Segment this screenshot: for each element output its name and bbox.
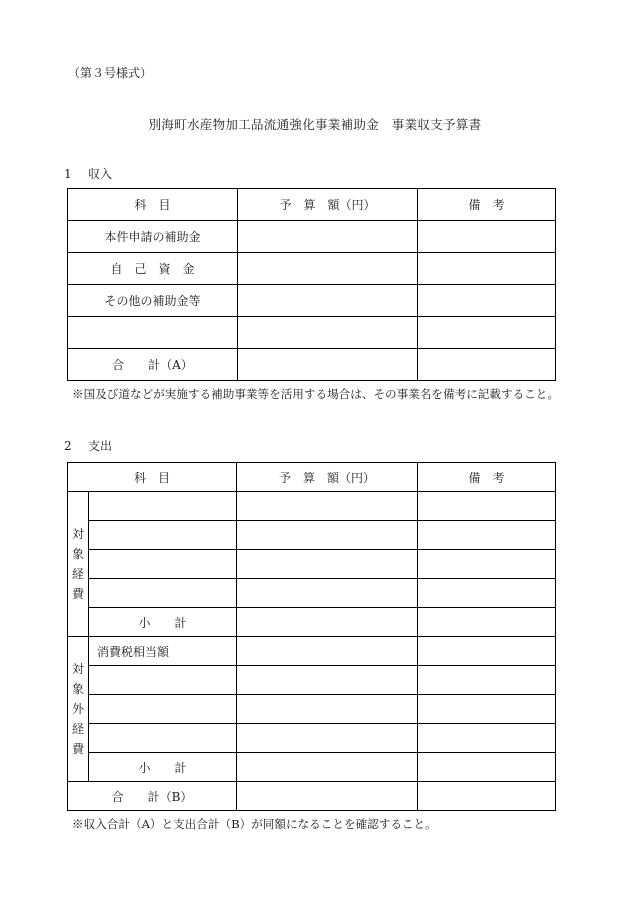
non-target-subtotal-amount-cell[interactable]	[237, 753, 418, 782]
target-remarks-cell[interactable]	[418, 579, 556, 608]
target-subtotal-remarks-cell[interactable]	[418, 608, 556, 637]
target-item-cell[interactable]	[89, 550, 237, 579]
expense-total-amount-cell[interactable]	[237, 782, 418, 811]
expense-section-heading	[64, 437, 112, 454]
target-label-char: 対	[71, 527, 84, 541]
non-target-remarks-cell[interactable]	[418, 637, 556, 666]
expense-table	[67, 462, 556, 811]
target-item-cell[interactable]	[89, 521, 237, 550]
non-target-label-char: 対	[71, 662, 84, 676]
target-amount-cell[interactable]	[237, 550, 418, 579]
expense-header-row	[68, 463, 556, 492]
income-section-label: 収入	[88, 167, 113, 181]
income-row-label[interactable]	[68, 317, 238, 349]
non-target-item-cell[interactable]	[89, 695, 237, 724]
expense-total-label: 合 計（B）	[68, 782, 237, 811]
target-amount-cell[interactable]	[237, 492, 418, 521]
income-header-item: 科 目	[68, 189, 238, 221]
target-label-char: 費	[71, 587, 84, 601]
expense-section-label: 支出	[88, 439, 113, 453]
non-target-subtotal-label: 小 計	[89, 753, 237, 782]
income-remarks-cell[interactable]	[418, 317, 556, 349]
non-target-label-char: 経	[71, 722, 84, 736]
non-target-amount-cell[interactable]	[237, 637, 418, 666]
income-row	[68, 221, 556, 253]
income-remarks-cell[interactable]	[418, 221, 556, 253]
income-row-label: 自 己 資 金	[68, 253, 238, 285]
non-target-expense-row	[68, 637, 556, 666]
target-expense-group-label	[68, 492, 89, 637]
target-item-cell[interactable]	[89, 492, 237, 521]
target-subtotal-row	[68, 608, 556, 637]
income-row-label: 本件申請の補助金	[68, 221, 238, 253]
target-expense-row	[68, 550, 556, 579]
non-target-amount-cell[interactable]	[237, 724, 418, 753]
non-target-amount-cell[interactable]	[237, 666, 418, 695]
target-expense-row	[68, 492, 556, 521]
target-label-char: 経	[71, 567, 84, 581]
expense-total-remarks-cell[interactable]	[418, 782, 556, 811]
target-label-char: 象	[71, 547, 84, 561]
income-section-number: 1	[64, 167, 72, 181]
target-amount-cell[interactable]	[237, 521, 418, 550]
income-total-label: 合 計（A）	[68, 349, 238, 381]
expense-header-item: 科 目	[68, 463, 237, 492]
expense-total-row	[68, 782, 556, 811]
target-remarks-cell[interactable]	[418, 550, 556, 579]
non-target-remarks-cell[interactable]	[418, 666, 556, 695]
income-row	[68, 253, 556, 285]
income-row-label: その他の補助金等	[68, 285, 238, 317]
income-remarks-cell[interactable]	[418, 253, 556, 285]
target-item-cell[interactable]	[89, 579, 237, 608]
non-target-item-cell[interactable]	[89, 724, 237, 753]
non-target-remarks-cell[interactable]	[418, 695, 556, 724]
income-remarks-cell[interactable]	[418, 285, 556, 317]
non-target-expense-row	[68, 724, 556, 753]
income-header-remarks: 備 考	[418, 189, 556, 221]
target-remarks-cell[interactable]	[418, 492, 556, 521]
income-row	[68, 285, 556, 317]
non-target-label-char: 象	[71, 682, 84, 696]
non-target-subtotal-row	[68, 753, 556, 782]
non-target-expense-row	[68, 666, 556, 695]
income-total-remarks-cell[interactable]	[418, 349, 556, 381]
non-target-item-cell[interactable]	[89, 666, 237, 695]
target-subtotal-amount-cell[interactable]	[237, 608, 418, 637]
non-target-label-char: 費	[71, 742, 84, 756]
income-table	[67, 188, 556, 381]
income-header-row	[68, 189, 556, 221]
target-remarks-cell[interactable]	[418, 521, 556, 550]
form-number: （第３号様式）	[68, 66, 153, 80]
non-target-label-char: 外	[71, 702, 84, 716]
income-amount-cell[interactable]	[238, 253, 418, 285]
non-target-subtotal-remarks-cell[interactable]	[418, 753, 556, 782]
income-amount-cell[interactable]	[238, 285, 418, 317]
income-row	[68, 317, 556, 349]
income-total-row	[68, 349, 556, 381]
target-amount-cell[interactable]	[237, 579, 418, 608]
income-header-amount: 予 算 額（円）	[238, 189, 418, 221]
target-expense-row	[68, 579, 556, 608]
consumption-tax-item: 消費税相当額	[89, 637, 237, 666]
document-title: 別海町水産物加工品流通強化事業補助金 事業収支予算書	[148, 117, 482, 132]
income-section-heading	[64, 165, 112, 182]
income-amount-cell[interactable]	[238, 221, 418, 253]
target-expense-row	[68, 521, 556, 550]
income-amount-cell[interactable]	[238, 317, 418, 349]
non-target-amount-cell[interactable]	[237, 695, 418, 724]
income-note: ※国及び道などが実施する補助事業等を活用する場合は、その事業名を備考に記載すること。	[72, 387, 559, 401]
non-target-expense-group-label	[68, 637, 89, 782]
expense-note: ※収入合計（A）と支出合計（B）が同額になることを確認すること。	[72, 817, 437, 831]
expense-header-remarks: 備 考	[418, 463, 556, 492]
target-subtotal-label: 小 計	[89, 608, 237, 637]
non-target-expense-row	[68, 695, 556, 724]
income-total-amount-cell[interactable]	[238, 349, 418, 381]
non-target-remarks-cell[interactable]	[418, 724, 556, 753]
expense-section-number: 2	[64, 439, 72, 453]
expense-header-amount: 予 算 額（円）	[237, 463, 418, 492]
